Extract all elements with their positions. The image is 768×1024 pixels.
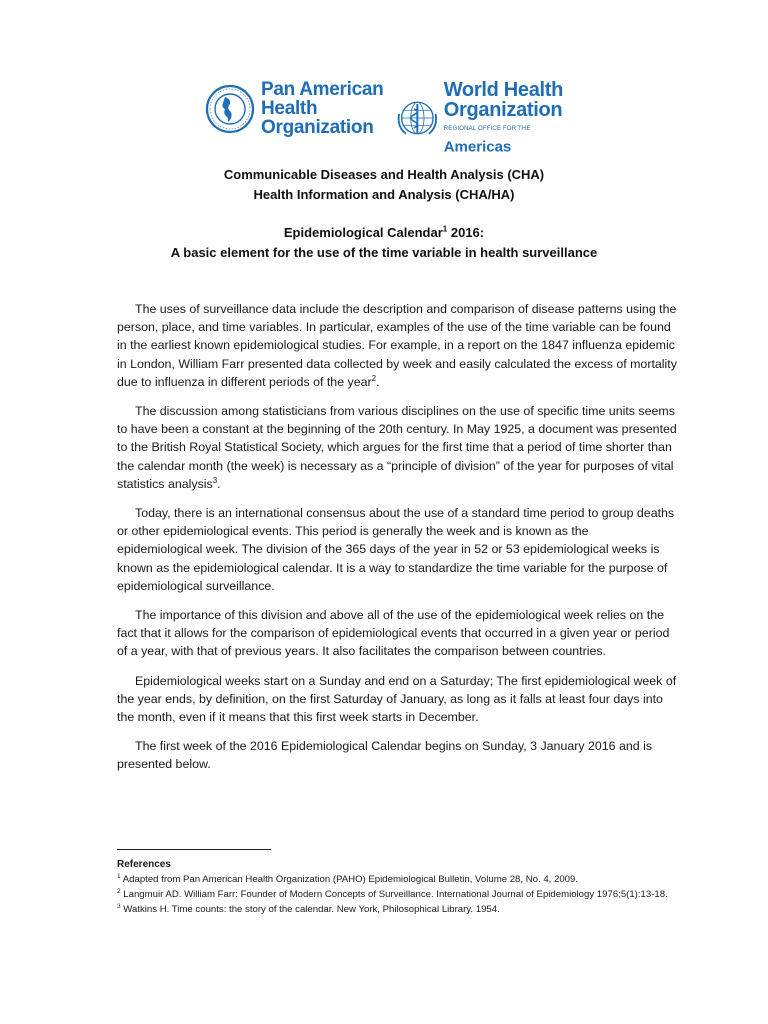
department-heading bbox=[0, 165, 768, 205]
title-suffix: 2016: bbox=[447, 225, 485, 240]
reference-item bbox=[117, 902, 697, 917]
paragraph-2-text: The discussion among statisticians from various disciplines on the use of specific time units seems to have been a constant at the beginning of the 20th century. In May 1925, a document was presented to the British Royal Statistical Society, which argues for the first time that a period of time shorter than the calendar month (the week) is necessary as a “principle of division” of the year for purposes of vital statistics analysis bbox=[117, 404, 677, 491]
reference-text: Langmuir AD. William Farr: Founder of Modern Concepts of Surveillance. International Journal of Epidemiology 1976;5(1):13-18. bbox=[120, 889, 668, 900]
paragraph-3: Today, there is an international consensus about the use of a standard time period to group deaths or other epidemiological events. This period is generally the week and is known as the epidemiological week. The division of the 365 days of the year in 52 or 53 epidemiological weeks is known as the epidemiological calendar. It is a way to standardize the time variable for the purpose of epidemiological surveillance. bbox=[117, 506, 675, 593]
paragraph-4: The importance of this division and above all of the use of the epidemiological week relies on the fact that it allows for the comparison of epidemiological events that occurred in a given year or period of a year, with that of previous years. It also facilitates the comparison between countries. bbox=[117, 608, 670, 659]
logos-header bbox=[205, 79, 575, 156]
who-region-small: REGIONAL OFFICE FOR THE bbox=[443, 125, 531, 132]
references-title: References bbox=[117, 859, 171, 870]
title-line-1 bbox=[0, 223, 768, 243]
footnote-ref-2: 2 bbox=[371, 373, 377, 383]
reference-text: Adapted from Pan American Health Organization (PAHO) Epidemiological Bulletin, Volume 28, No. 4, 2009. bbox=[120, 874, 578, 885]
body-text bbox=[117, 300, 677, 785]
paragraph-2 bbox=[117, 402, 677, 493]
who-logo bbox=[395, 80, 575, 156]
footnote-ref-3: 3 bbox=[212, 475, 218, 485]
footnote-divider bbox=[117, 849, 271, 850]
title-footnote-ref: 1 bbox=[442, 224, 448, 234]
department-line-1: Communicable Diseases and Health Analysis (CHA) bbox=[223, 167, 545, 182]
paho-logo bbox=[205, 80, 383, 137]
reference-item bbox=[117, 872, 697, 887]
title-line-2: A basic element for the use of the time variable in health surveillance bbox=[170, 245, 598, 260]
paho-line-1: Pan American bbox=[261, 79, 384, 100]
who-wordmark bbox=[444, 80, 575, 156]
who-emblem-icon bbox=[395, 93, 440, 143]
paho-wordmark bbox=[261, 80, 383, 137]
department-line-2: Health Information and Analysis (CHA/HA) bbox=[253, 187, 515, 202]
paragraph-1-end: . bbox=[376, 374, 380, 389]
paragraph-5: Epidemiological weeks start on a Sunday and end on a Saturday; The first epidemiological week of the year ends, by definition, on the first Saturday of January, as long as it falls at least four days into the month, even if it means that this first week starts in December. bbox=[117, 673, 677, 725]
references-section bbox=[117, 857, 697, 917]
who-line-2: Organization bbox=[443, 99, 563, 121]
reference-number: 2 bbox=[117, 887, 121, 895]
reference-number: 3 bbox=[117, 902, 121, 910]
reference-item bbox=[117, 887, 697, 902]
document-title bbox=[0, 223, 768, 263]
paragraph-2-end: . bbox=[217, 476, 221, 491]
who-region: Americas bbox=[443, 138, 512, 156]
paho-seal-icon bbox=[205, 84, 255, 134]
paragraph-1-text: The uses of surveillance data include the description and comparison of disease patterns using the person, place, and time variables. In particular, examples of the use of the time variable can be found in the earliest known epidemiological studies. For example, in a report on the 1847 influenza epidemic in London, William Farr presented data collected by week and easily calculated the excess of mortality due to influenza in different periods of the year bbox=[117, 302, 677, 389]
title-prefix: Epidemiological Calendar bbox=[283, 225, 443, 240]
paho-line-2: Health bbox=[261, 98, 318, 119]
paho-line-3: Organization bbox=[261, 117, 374, 138]
reference-text: Watkins H. Time counts: the story of the calendar. New York, Philosophical Library. 1954. bbox=[120, 904, 500, 915]
paragraph-6: The first week of the 2016 Epidemiological Calendar begins on Sunday, 3 January 2016 and is presented below. bbox=[117, 739, 653, 772]
who-line-1: World Health bbox=[443, 79, 564, 101]
paragraph-1 bbox=[117, 300, 677, 391]
reference-number: 1 bbox=[117, 872, 121, 880]
